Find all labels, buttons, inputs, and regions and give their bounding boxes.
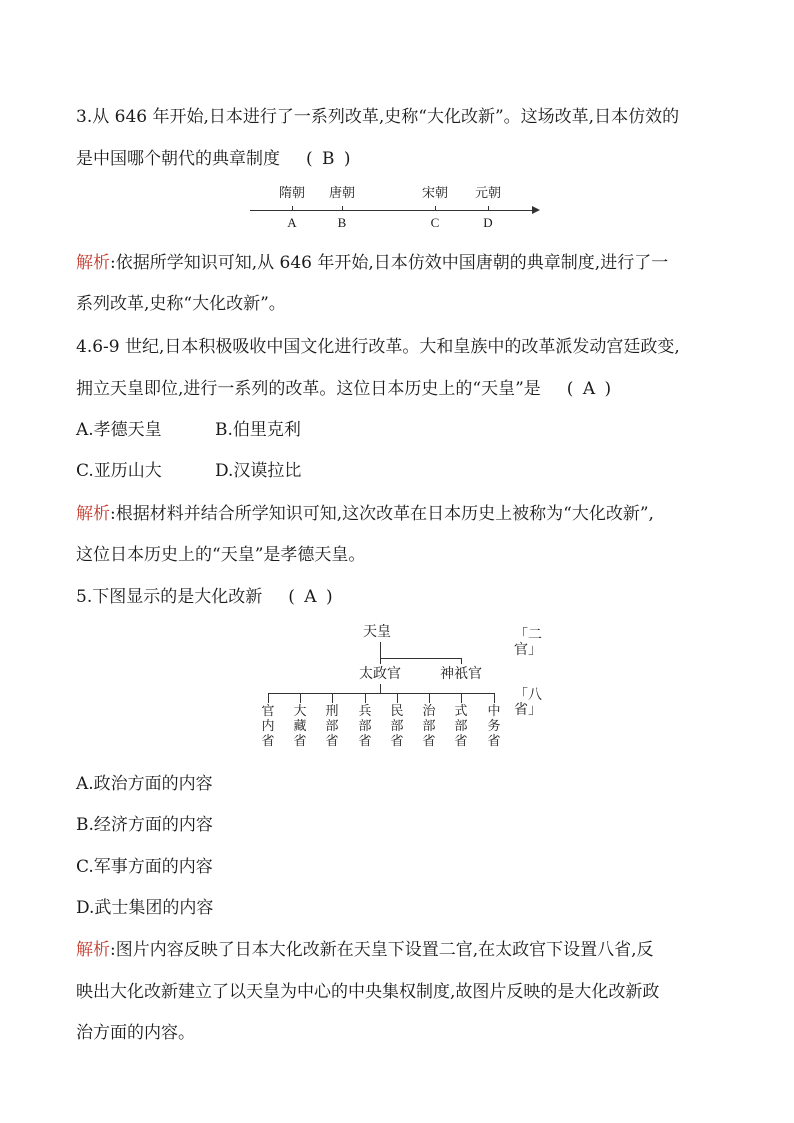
q3-explanation-line2: 系列改革,史称“大化改新”。	[76, 294, 286, 314]
org-ministry: 兵部省	[358, 704, 372, 749]
org-ministry: 中务省	[487, 704, 501, 749]
org-connector	[365, 693, 366, 703]
q4-stem-text: 拥立天皇即位,进行一系列的改革。这位日本历史上的“天皇”是	[76, 379, 541, 399]
org-connector	[332, 693, 333, 703]
timeline-tick	[342, 206, 343, 211]
org-connector	[380, 658, 461, 659]
q5-option-d: D.武士集团的内容	[76, 898, 214, 918]
timeline-letter: B	[337, 215, 347, 230]
timeline-tick	[435, 206, 436, 211]
explanation-text: :图片内容反映了日本大化改新在天皇下设置二官,在太政官下设置八省,反	[110, 940, 654, 960]
q4-option-b: B.伯里克利	[215, 420, 301, 440]
q3-stem-text: 是中国哪个朝代的典章制度	[76, 149, 280, 169]
timeline-era-label: 唐朝	[328, 186, 356, 201]
q5-explanation-line2: 映出大化改新建立了以天皇为中心的中央集权制度,故图片反映的是大化改新政	[76, 982, 660, 1002]
org-connector	[380, 642, 381, 658]
q4-options-row2	[76, 459, 301, 483]
q4-option-d: D.汉谟拉比	[215, 461, 302, 481]
q5-stem-line1	[76, 585, 335, 609]
org-ministry: 大藏省	[293, 704, 307, 749]
q4-explanation-line1	[76, 502, 654, 526]
org-ministry: 民部省	[390, 704, 404, 749]
q4-explanation-line2: 这位日本历史上的“天皇”是孝德天皇。	[76, 545, 366, 565]
org-ministry: 官内省	[261, 704, 275, 749]
q4-option-c: C.亚历山大	[76, 461, 162, 481]
timeline-tick	[292, 206, 293, 211]
org-ministry: 治部省	[422, 704, 436, 749]
q5-stem-text: 5.下图显示的是大化改新	[76, 587, 263, 607]
org-connector	[461, 693, 462, 703]
q4-stem-line1: 4.6-9 世纪,日本积极吸收中国文化进行改革。大和皇族中的改革派发动宫廷政变,	[76, 337, 680, 357]
q5-option-c: C.军事方面的内容	[76, 857, 213, 877]
org-connector	[494, 693, 495, 703]
q5-org-chart	[250, 620, 550, 760]
org-ministry: 刑部省	[325, 704, 339, 749]
q3-stem-line2	[76, 147, 353, 171]
org-label-eight-ministries: 「八省」	[514, 687, 542, 718]
q5-option-a: A.政治方面的内容	[76, 774, 213, 794]
q5-explanation-line1	[76, 938, 654, 962]
explanation-label: 解析	[76, 253, 110, 273]
q3-explanation-line1	[76, 251, 668, 275]
timeline-letter: D	[483, 215, 493, 230]
org-connector	[380, 684, 381, 693]
org-ministry: 式部省	[454, 704, 468, 749]
org-connector	[429, 693, 430, 703]
q3-answer: ( B )	[306, 149, 353, 169]
q4-stem-line2	[76, 377, 613, 401]
q5-answer: ( A )	[288, 587, 335, 607]
org-connector	[380, 658, 381, 664]
q4-option-a: A.孝德天皇	[76, 420, 162, 440]
q3-stem-line1: 3.从 646 年开始,日本进行了一系列改革,史称“大化改新”。这场改革,日本仿效的	[76, 107, 680, 127]
org-connector	[397, 693, 398, 703]
timeline-arrow-icon	[532, 206, 540, 214]
timeline-letter: A	[287, 215, 297, 230]
q5-explanation-line3: 治方面的内容。	[76, 1023, 195, 1043]
org-connector	[461, 658, 462, 664]
explanation-text: :依据所学知识可知,从 646 年开始,日本仿效中国唐朝的典章制度,进行了一	[110, 253, 669, 273]
org-node-jingikan: 神祇官	[440, 666, 482, 682]
timeline-era-label: 宋朝	[421, 186, 449, 201]
org-node-daijokan: 太政官	[359, 666, 401, 682]
timeline-era-label: 隋朝	[278, 186, 306, 201]
org-connector	[300, 693, 301, 703]
q5-option-b: B.经济方面的内容	[76, 815, 213, 835]
explanation-text: :根据材料并结合所学知识可知,这次改革在日本历史上被称为“大化改新”,	[110, 504, 654, 524]
timeline-era-label: 元朝	[474, 186, 502, 201]
org-connector	[268, 693, 269, 703]
explanation-label: 解析	[76, 940, 110, 960]
explanation-label: 解析	[76, 504, 110, 524]
org-label-two-offices: 「二官」	[514, 627, 542, 658]
timeline-letter: C	[430, 215, 440, 230]
org-node-emperor: 天皇	[363, 624, 391, 640]
q3-timeline	[250, 186, 550, 236]
q4-answer: ( A )	[566, 379, 614, 399]
q4-options-row1	[76, 418, 301, 442]
timeline-tick	[488, 206, 489, 211]
